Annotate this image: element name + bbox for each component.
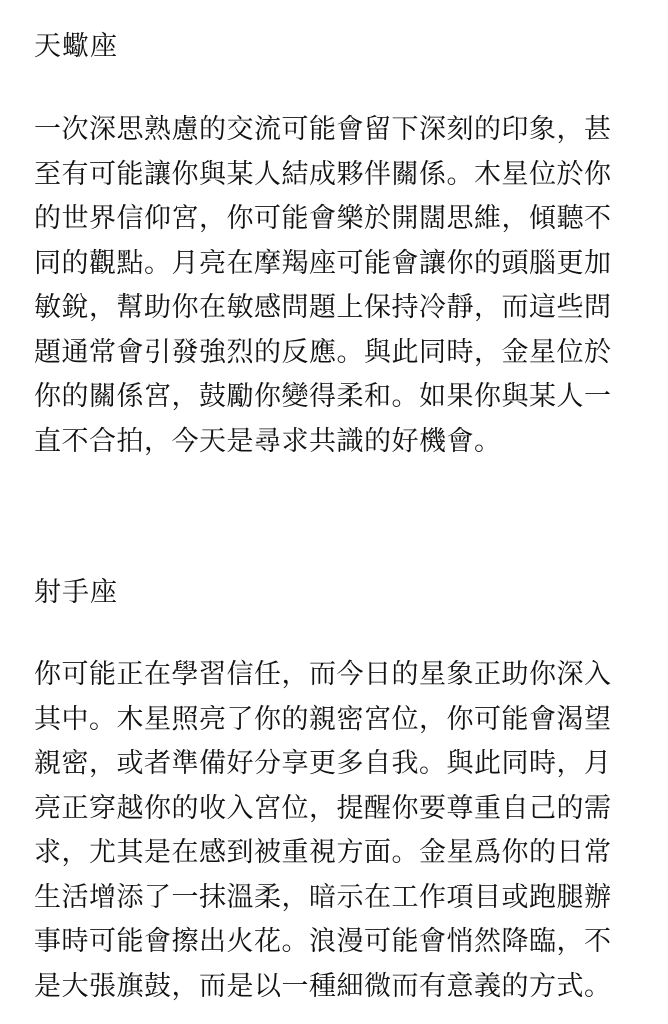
section-title-scorpio: 天蠍座 [34,31,118,62]
section-title-sagittarius: 射手座 [34,577,118,608]
section-body-scorpio: 一次深思熟慮的交流可能會留下深刻的印象，甚至有可能讓你與某人結成夥伴關係。木星位於你的世界信仰宮，你可能會樂於開闊思維，傾聽不同的觀點。月亮在摩羯座可能會讓你的頭腦更加敏銳，幫助你在敏感問題上保持冷靜，而這些問題通常會引發強烈的反應。與此同時，金星位於你的關係宮，鼓勵你變得柔和。如果你與某人一直不合拍，今天是尋求共識的好機會。 [34,114,612,457]
section-body-sagittarius: 你可能正在學習信任，而今日的星象正助你深入其中。木星照亮了你的親密宮位，你可能會渴望親密，或者準備好分享更多自我。與此同時，月亮正穿越你的收入宮位，提醒你要尊重自己的需求，尤其是在感到被重視方面。金星爲你的日常生活增添了一抹溫柔，暗示在工作項目或跑腿辦事時可能會擦出火花。浪漫可能會悄然降臨，不是大張旗鼓，而是以一種細微而有意義的方式。 [34,659,612,1002]
